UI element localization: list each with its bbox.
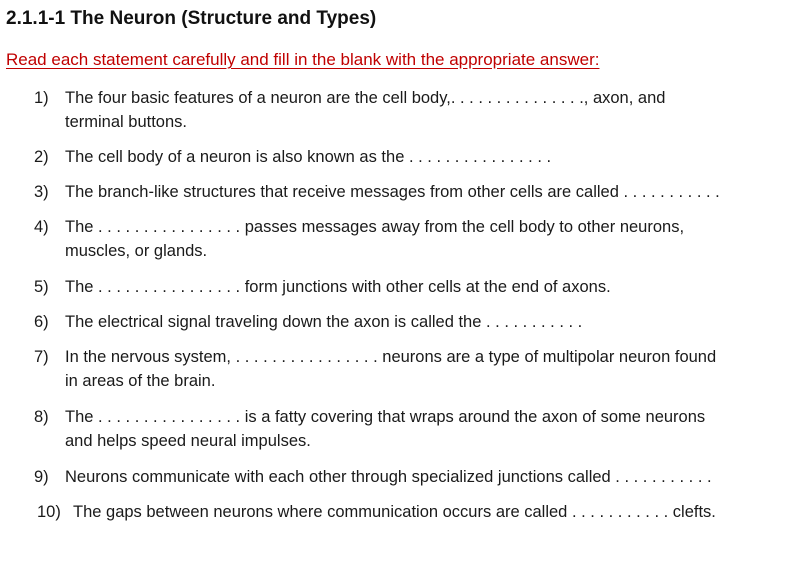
- question-text: [65, 405, 780, 453]
- question-line: The cell body of a neuron is also known as the . . . . . . . . . . . . . . . .: [65, 148, 552, 166]
- question-number: 7): [34, 348, 49, 366]
- question-text: [65, 215, 780, 263]
- question-text: [65, 180, 780, 204]
- question-line: muscles, or glands.: [65, 242, 208, 260]
- question-text: [65, 275, 780, 299]
- question-line: The four basic features of a neuron are the cell body,. . . . . . . . . . . . . . ., axon, and: [65, 89, 666, 107]
- question-line: and helps speed neural impulses.: [65, 432, 311, 450]
- question-number: 6): [34, 313, 49, 331]
- question-text: [65, 465, 780, 489]
- question-number: 10): [37, 503, 61, 521]
- question-text: [65, 310, 780, 334]
- question-line: The . . . . . . . . . . . . . . . . is a fatty covering that wraps around the axon of some neurons: [65, 408, 706, 426]
- worksheet-title: 2.1.1-1 The Neuron (Structure and Types): [6, 8, 377, 29]
- question-number: 3): [34, 183, 49, 201]
- question-line: terminal buttons.: [65, 113, 187, 131]
- question-number: 9): [34, 468, 49, 486]
- question-line: The . . . . . . . . . . . . . . . . form junctions with other cells at the end of axons.: [65, 278, 611, 296]
- question-text: [65, 145, 780, 169]
- question-line: The . . . . . . . . . . . . . . . . passes messages away from the cell body to other neurons,: [65, 218, 685, 236]
- instruction-text: Read each statement carefully and fill in the blank with the appropriate answer:: [6, 50, 600, 69]
- question-number: 8): [34, 408, 49, 426]
- question-line: The electrical signal traveling down the axon is called the . . . . . . . . . . .: [65, 313, 583, 331]
- question-line: in areas of the brain.: [65, 372, 216, 390]
- question-line: The gaps between neurons where communication occurs are called . . . . . . . . . . . clefts.: [73, 503, 716, 521]
- question-number: 4): [34, 218, 49, 236]
- question-number: 1): [34, 89, 49, 107]
- question-number: 5): [34, 278, 49, 296]
- question-text: [65, 345, 780, 393]
- question-number: 2): [34, 148, 49, 166]
- question-text: [65, 86, 780, 134]
- question-line: The branch-like structures that receive messages from other cells are called . . . . . . . . . . .: [65, 183, 720, 201]
- question-text: [73, 500, 781, 524]
- question-line: Neurons communicate with each other through specialized junctions called . . . . . . . . . . .: [65, 468, 712, 486]
- question-line: In the nervous system, . . . . . . . . . . . . . . . . neurons are a type of multipolar neuron found: [65, 348, 717, 366]
